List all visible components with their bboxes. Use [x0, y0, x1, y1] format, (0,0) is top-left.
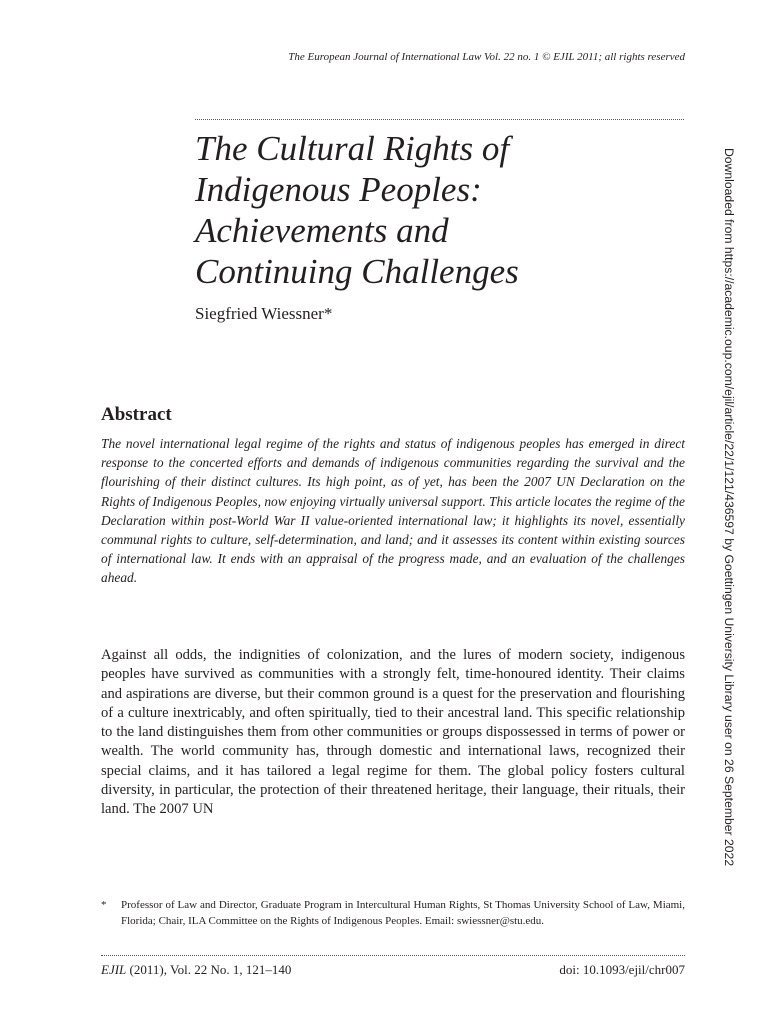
download-notice-text[interactable]: Downloaded from https://academic.oup.com/ejil/article/22/1/121/436597 by Goettingen University Library user on 26 September 2022 — [722, 148, 736, 867]
article-title — [195, 128, 675, 292]
abstract-heading: Abstract — [101, 404, 172, 425]
title-line: Achievements and — [195, 211, 449, 250]
title-line: Indigenous Peoples: — [195, 170, 482, 209]
download-notice-sidebar — [720, 148, 740, 880]
citation-details: (2011), Vol. 22 No. 1, 121–140 — [126, 962, 292, 977]
footer-divider — [101, 955, 685, 956]
journal-header: The European Journal of International Law Vol. 22 no. 1 © EJIL 2011; all rights reserved — [288, 51, 685, 63]
body-paragraph: Against all odds, the indignities of colonization, and the lures of modern society, indigenous peoples have survived as communities with a strongly felt, time-honoured identity. Their claims and aspirations are diverse, but their common ground is a quest for the preservation and flourishing of a culture inextricably, and often spiritually, tied to their ancestral land. This specific relationship to the land distinguishes them from other communities or groups dispossessed in terms of power or wealth. The world community has, through domestic and international laws, recognized their special claims, and it has tailored a legal regime for them. The global policy fosters cultural diversity, in particular, the protection of their threatened heritage, their language, their rituals, their land. The 2007 UN — [101, 647, 685, 818]
doi[interactable]: doi: 10.1093/ejil/chr007 — [559, 962, 685, 977]
title-top-divider — [195, 119, 684, 120]
footnote-text: Professor of Law and Director, Graduate Program in Intercultural Human Rights, St Thomas University School of Law, Miami, Florida; Chair, ILA Committee on the Rights of Indigenous Peoples. Email: swiessner@stu.edu. — [121, 899, 685, 927]
citation — [101, 962, 291, 978]
journal-abbrev: EJIL — [101, 962, 127, 977]
abstract-text: The novel international legal regime of the rights and status of indigenous peoples has emerged in direct response to the concerted efforts and demands of indigenous communities regarding the survival and the flourishing of their distinct cultures. Its high point, as of yet, has been the 2007 UN Declaration on the Rights of Indigenous Peoples, now enjoying virtually universal support. This article locates the regime of the Declaration within post-World War II value-oriented international law; it highlights its novel, essentially communal rights to culture, self-determination, and land; and it assesses its content within existing sources of international law. It ends with an appraisal of the progress made, and an evaluation of the challenges ahead. — [101, 436, 685, 586]
author-footnote — [101, 898, 685, 929]
author-name: Siegfried Wiessner* — [195, 304, 333, 323]
title-line: Continuing Challenges — [195, 252, 519, 291]
footnote-mark: * — [101, 899, 107, 911]
title-line: The Cultural Rights of — [195, 129, 510, 168]
